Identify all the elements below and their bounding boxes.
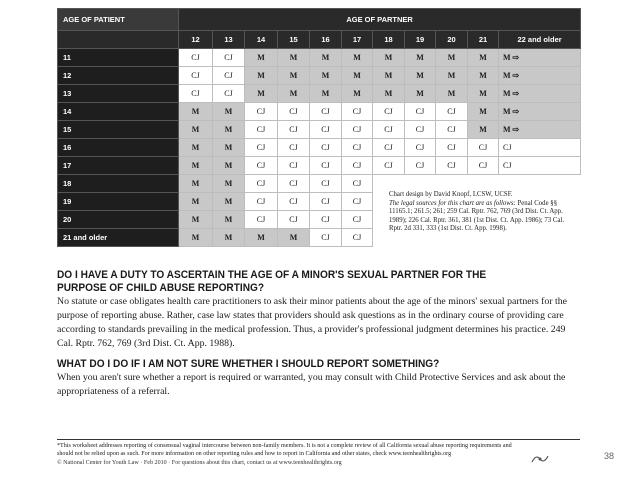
clinical-judgment-cell: CJ <box>278 157 310 175</box>
clinical-judgment-cell: CJ <box>179 49 213 67</box>
clinical-judgment-cell: CJ <box>245 193 278 211</box>
clinical-judgment-cell: CJ <box>310 103 342 121</box>
table-row <box>58 139 581 157</box>
page-number: 38 <box>603 451 614 461</box>
clinical-judgment-cell: CJ <box>179 67 213 85</box>
mandatory-report-cell: M <box>278 85 310 103</box>
clinical-judgment-cell: CJ <box>245 139 278 157</box>
partner-age-header: 12 <box>179 31 213 49</box>
partner-age-header: 17 <box>342 31 373 49</box>
note-sources-label: The legal sources for this chart are as follows: <box>389 199 516 207</box>
mandatory-report-cell: M <box>245 67 278 85</box>
mandatory-report-cell: M <box>213 157 245 175</box>
clinical-judgment-cell: CJ <box>245 121 278 139</box>
partner-age-row <box>58 31 581 49</box>
mandatory-report-cell: M <box>278 49 310 67</box>
clinical-judgment-cell: CJ <box>342 175 373 193</box>
clinical-judgment-cell: CJ <box>436 121 468 139</box>
clinical-judgment-cell: CJ <box>245 103 278 121</box>
clinical-judgment-cell: CJ <box>436 139 468 157</box>
clinical-judgment-cell: CJ <box>373 121 405 139</box>
mandatory-report-cell: M ⇨ <box>499 85 581 103</box>
clinical-judgment-cell: CJ <box>342 193 373 211</box>
clinical-judgment-cell: CJ <box>342 157 373 175</box>
mandatory-report-cell: M <box>405 49 436 67</box>
mandatory-report-cell: M <box>373 49 405 67</box>
clinical-judgment-cell: CJ <box>436 157 468 175</box>
clinical-judgment-cell: CJ <box>245 157 278 175</box>
clinical-judgment-cell: CJ <box>310 211 342 229</box>
mandatory-report-cell: M <box>405 67 436 85</box>
mandatory-report-cell: M <box>213 103 245 121</box>
mandatory-report-cell: M <box>179 157 213 175</box>
clinical-judgment-cell: CJ <box>405 121 436 139</box>
section2-heading: WHAT DO I DO IF I AM NOT SURE WHETHER I SHOULD REPORT SOMETHING? <box>57 358 440 370</box>
note-credit: Chart design by David Knopf, LCSW, UCSF. <box>389 191 513 198</box>
clinical-judgment-cell: CJ <box>213 49 245 67</box>
clinical-judgment-cell: CJ <box>373 157 405 175</box>
patient-age-cell: 18 <box>58 175 179 193</box>
mandatory-report-cell: M <box>310 49 342 67</box>
table-row <box>58 49 581 67</box>
patient-age-cell: 12 <box>58 67 179 85</box>
mandatory-report-cell: M <box>436 49 468 67</box>
mandatory-report-cell: M <box>245 49 278 67</box>
patient-age-cell: 14 <box>58 103 179 121</box>
footer-credit: © National Center for Youth Law · Feb 2010 · For questions about this chart, contact us at www.teenhealthrights.org <box>57 459 342 466</box>
mandatory-report-cell: M <box>342 85 373 103</box>
patient-age-cell: 19 <box>58 193 179 211</box>
mandatory-report-cell: M <box>179 175 213 193</box>
clinical-judgment-cell: CJ <box>342 229 373 247</box>
mandatory-report-cell: M <box>179 229 213 247</box>
mandatory-report-cell: M <box>179 103 213 121</box>
mandatory-report-cell: M <box>468 85 499 103</box>
patient-age-cell: 20 <box>58 211 179 229</box>
clinical-judgment-cell: CJ <box>373 103 405 121</box>
mandatory-report-cell: M <box>213 211 245 229</box>
clinical-judgment-cell: CJ <box>213 67 245 85</box>
mandatory-report-cell: M <box>468 67 499 85</box>
footnote-text: *This worksheet addresses reporting of consensual vaginal intercourse between non-family members. It is not a complete review of all California sexual abuse reporting requirements and should not be relied upon as such. For more information on other reporting rules and how to report in California and other states, check www.teenhealthrights.org <box>57 443 512 458</box>
clinical-judgment-cell: CJ <box>499 139 581 157</box>
clinical-judgment-cell: CJ <box>373 139 405 157</box>
mandatory-report-cell: M <box>310 67 342 85</box>
mandatory-report-cell: M <box>213 139 245 157</box>
patient-age-cell: 17 <box>58 157 179 175</box>
mandatory-report-cell: M <box>468 121 499 139</box>
clinical-judgment-cell: CJ <box>310 121 342 139</box>
partner-age-header: 15 <box>278 31 310 49</box>
clinical-judgment-cell: CJ <box>278 139 310 157</box>
patient-age-cell: 13 <box>58 85 179 103</box>
mandatory-report-cell: M ⇨ <box>499 103 581 121</box>
clinical-judgment-cell: CJ <box>310 193 342 211</box>
mandatory-report-cell: M <box>373 67 405 85</box>
mandatory-report-cell: M <box>179 121 213 139</box>
chart-body <box>58 49 581 247</box>
mandatory-report-cell: M <box>342 67 373 85</box>
mandatory-report-cell: M <box>436 67 468 85</box>
patient-age-cell: 16 <box>58 139 179 157</box>
clinical-judgment-cell: CJ <box>278 175 310 193</box>
mandatory-report-cell: M <box>179 193 213 211</box>
table-row <box>58 175 581 193</box>
mandatory-report-cell: M <box>213 175 245 193</box>
mandatory-report-cell: M <box>213 193 245 211</box>
mandatory-report-cell: M <box>310 85 342 103</box>
mandatory-report-cell: M <box>278 229 310 247</box>
clinical-judgment-cell: CJ <box>436 103 468 121</box>
partner-age-header: 14 <box>245 31 278 49</box>
table-row <box>58 67 581 85</box>
mandatory-report-cell: M <box>342 49 373 67</box>
partner-age-header: 22 and older <box>499 31 581 49</box>
table-row <box>58 85 581 103</box>
table-row <box>58 103 581 121</box>
clinical-judgment-cell: CJ <box>245 211 278 229</box>
clinical-judgment-cell: CJ <box>468 139 499 157</box>
partner-age-header: 16 <box>310 31 342 49</box>
clinical-judgment-cell: CJ <box>342 139 373 157</box>
partner-age-header: 13 <box>213 31 245 49</box>
section2-body: When you aren't sure whether a report is required or warranted, you may consult with Child Protective Services and ask about the appropriateness of a referral. <box>57 372 566 397</box>
mandatory-report-cell: M <box>405 85 436 103</box>
patient-age-cell: 11 <box>58 49 179 67</box>
clinical-judgment-cell: CJ <box>310 157 342 175</box>
clinical-judgment-cell: CJ <box>468 157 499 175</box>
mandatory-report-cell: M <box>436 85 468 103</box>
ncyl-logo-icon <box>530 452 550 466</box>
clinical-judgment-cell: CJ <box>213 85 245 103</box>
table-row <box>58 121 581 139</box>
clinical-judgment-cell: CJ <box>405 139 436 157</box>
footnote-block <box>57 442 527 467</box>
mandatory-report-cell: M <box>179 211 213 229</box>
mandatory-report-cell: M <box>179 139 213 157</box>
mandatory-report-cell: M <box>468 103 499 121</box>
mandatory-report-cell: M <box>213 229 245 247</box>
age-of-partner-header: AGE OF PARTNER <box>179 9 581 31</box>
mandatory-report-cell: M ⇨ <box>499 121 581 139</box>
mandatory-report-cell: M <box>245 85 278 103</box>
clinical-judgment-cell: CJ <box>278 121 310 139</box>
clinical-judgment-cell: CJ <box>278 103 310 121</box>
mandatory-report-cell: M ⇨ <box>499 67 581 85</box>
section1-body: No statute or case obligates health care practitioners to ask their minor patients about the age of the minors' sexual partners for the purpose of reporting abuse. Rather, case law states that providers should ask questions as in the ordinary course of providing care according to standards prevailing in the medical profession. Thus, a provider's professional judgment determines his practice. 249 Cal. Rptr. 762, 769 (3rd Dist. Ct. App. 1988). <box>57 296 567 349</box>
clinical-judgment-cell: CJ <box>405 103 436 121</box>
blank-header-cell <box>58 31 179 49</box>
patient-age-cell: 21 and older <box>58 229 179 247</box>
clinical-judgment-cell: CJ <box>310 139 342 157</box>
clinical-judgment-cell: CJ <box>310 175 342 193</box>
clinical-judgment-cell: CJ <box>342 121 373 139</box>
clinical-judgment-cell: CJ <box>179 85 213 103</box>
clinical-judgment-cell: CJ <box>405 157 436 175</box>
note-citations: Penal Code §§ 11165.1; 261.5; 261; 259 Cal. Rptr. 762, 769 (3rd Dist. Ct. App. 1989); 226 Cal. Rptr. 361, 381 (1st Dist. Ct. App. 1986); 73 Cal. Rptr. 2d 331, 333 (1st Dist. Ct. App. 1998). <box>389 199 565 233</box>
chart-sources-note <box>373 175 581 247</box>
partner-age-header: 21 <box>468 31 499 49</box>
table-row <box>58 157 581 175</box>
mandatory-report-cell: M ⇨ <box>499 49 581 67</box>
section1-heading: DO I HAVE A DUTY TO ASCERTAIN THE AGE OF A MINOR'S SEXUAL PARTNER FOR THE PURPOSE OF CHILD ABUSE REPORTING? <box>57 269 487 294</box>
clinical-judgment-cell: CJ <box>310 229 342 247</box>
mandatory-report-cell: M <box>213 121 245 139</box>
reporting-chart-table <box>57 8 581 247</box>
patient-age-cell: 15 <box>58 121 179 139</box>
clinical-judgment-cell: CJ <box>245 175 278 193</box>
clinical-judgment-cell: CJ <box>342 211 373 229</box>
clinical-judgment-cell: CJ <box>342 103 373 121</box>
clinical-judgment-cell: CJ <box>499 157 581 175</box>
clinical-judgment-cell: CJ <box>278 211 310 229</box>
age-of-patient-header: AGE OF PATIENT <box>58 9 179 31</box>
clinical-judgment-cell: CJ <box>278 193 310 211</box>
partner-age-header: 18 <box>373 31 405 49</box>
mandatory-report-cell: M <box>278 67 310 85</box>
mandatory-report-cell: M <box>245 229 278 247</box>
divider-rule <box>57 439 580 440</box>
worksheet-page <box>57 8 580 399</box>
mandatory-report-cell: M <box>468 49 499 67</box>
partner-age-header: 19 <box>405 31 436 49</box>
partner-age-header: 20 <box>436 31 468 49</box>
mandatory-report-cell: M <box>373 85 405 103</box>
